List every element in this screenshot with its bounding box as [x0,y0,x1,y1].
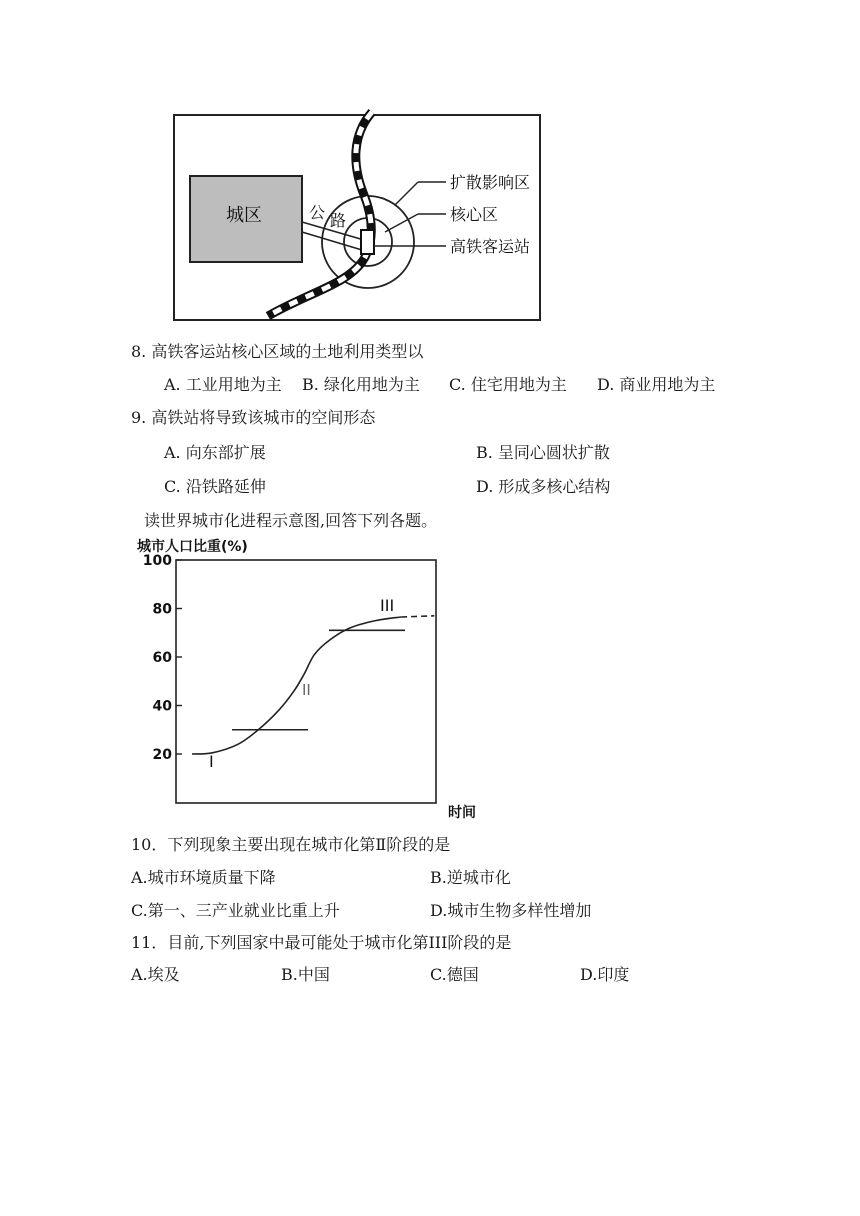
q9-option-a: A. 向东部扩展 [164,443,266,462]
rail-station [361,230,374,254]
chart-ylabel: 城市人口比重(%) [137,539,248,555]
q11-option-c: C.德国 [430,965,479,984]
road-label-2: 路 [330,211,347,230]
urbanization-chart [0,530,860,825]
q9-stem: 9. 高铁站将导致该城市的空间形态 [131,408,376,427]
q8-option-b: B. 绿化用地为主 [302,375,420,394]
label-core-zone: 核心区 [450,205,499,224]
q8-stem: 8. 高铁客运站核心区域的土地利用类型以 [131,342,424,361]
q9-option-d: D. 形成多核心结构 [476,477,611,496]
road-label-1: 公 [309,203,326,222]
q10-option-d: D.城市生物多样性增加 [430,901,592,920]
city-label: 城区 [226,205,262,226]
y-tick-label: 80 [152,601,172,618]
q9-option-c: C. 沿铁路延伸 [164,477,266,496]
y-tick-label: 20 [152,747,172,763]
y-tick-label: 40 [152,698,172,715]
q8-option-d: D. 商业用地为主 [597,375,716,394]
q11-option-a: A.埃及 [131,965,180,984]
rail-station-diagram [0,0,860,330]
projection-curve [401,616,434,617]
q10-option-c: C.第一、三产业就业比重上升 [131,901,340,920]
q8-option-a: A. 工业用地为主 [164,375,282,394]
y-tick-label: 60 [152,650,172,666]
q10-stem: 10．下列现象主要出现在城市化第Ⅱ阶段的是 [131,835,451,854]
q8-option-c: C. 住宅用地为主 [449,375,567,394]
y-tick-label: 100 [142,553,172,569]
stage-label-1: I [209,752,214,771]
q11-option-d: D.印度 [580,965,630,984]
chart-xlabel: 时间 [448,805,476,821]
q10-option-b: B.逆城市化 [430,868,511,887]
label-rail-station: 高铁客运站 [450,237,531,256]
q10-option-a: A.城市环境质量下降 [131,868,276,887]
q9-option-b: B. 呈同心圆状扩散 [476,443,610,462]
stage-label-3: III [380,596,395,615]
q11-stem: 11．目前,下列国家中最可能处于城市化第III阶段的是 [131,933,512,952]
stage-label-2: II [302,681,311,699]
urbanization-curve [192,617,401,754]
chart-intro: 读世界城市化进程示意图,回答下列各题。 [144,511,438,530]
label-diffusion-zone: 扩散影响区 [450,173,531,192]
q11-option-b: B.中国 [281,965,330,984]
